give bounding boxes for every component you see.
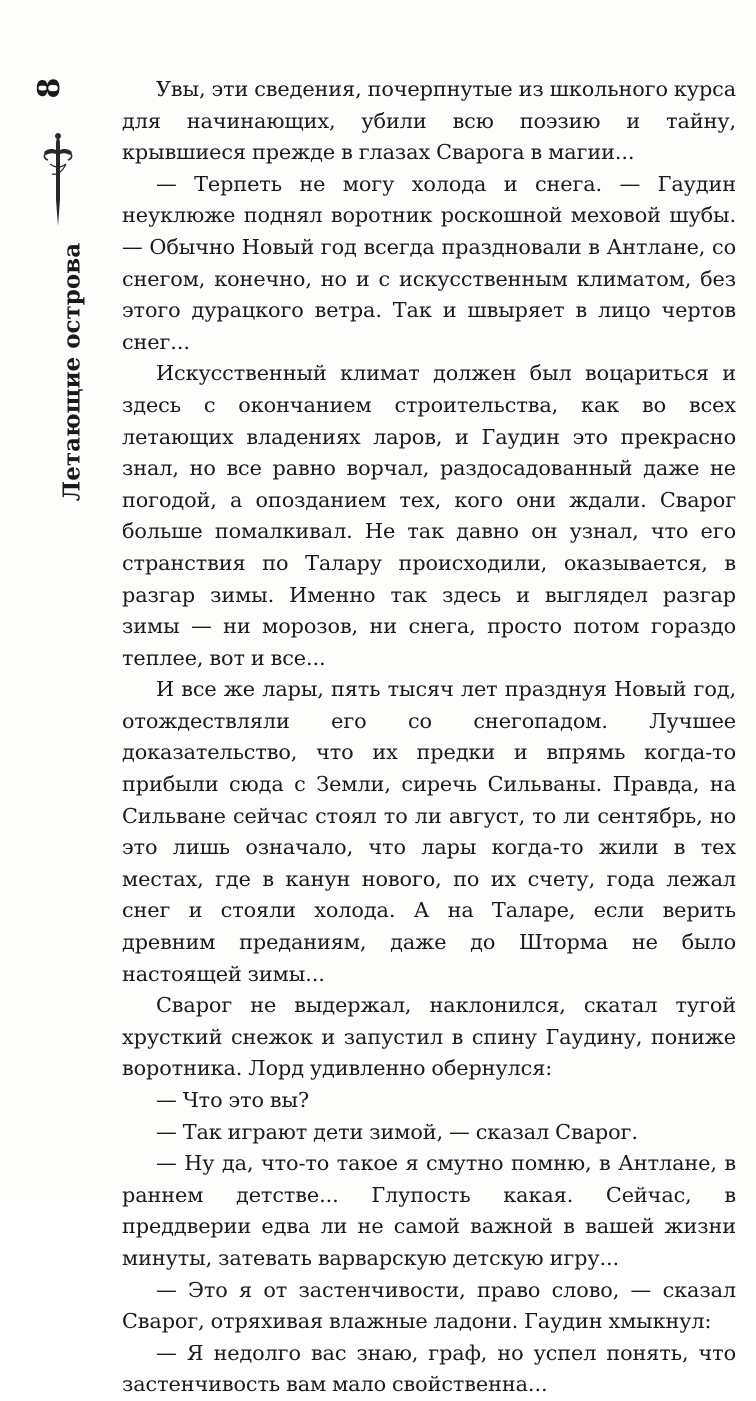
body-text bbox=[122, 74, 736, 1401]
paragraph: — Так играют дети зимой, — сказал Сварог. bbox=[156, 1119, 638, 1144]
paragraph: — Терпеть не могу холода и снега. — Гаудин неуклюже поднял воротник роскошной меховой шубы. — Обычно Новый год всегда праздновали в Антлане, со снегом, конечно, но и с искусственным климатом, без этого дурацкого ветра. Так и швыряет в лицо чертов снег... bbox=[122, 171, 736, 354]
sword-ornament-icon bbox=[40, 130, 76, 230]
paragraph: — Что это вы? bbox=[156, 1088, 310, 1112]
paragraph: — Это я от застенчивости, право слово, — сказал Сварог, отряхивая влажные ладони. Гаудин хмыкнул: bbox=[122, 1277, 736, 1334]
paragraph: Увы, эти сведения, почерпнутые из школьного курса для начинающих, убили всю поэзию и тайну, крывшиеся прежде в глазах Сварога в магии... bbox=[122, 77, 736, 165]
paragraph: И все же лары, пять тысяч лет празднуя Новый год, отождествляли его со снегопадом. Лучшее доказательство, что их предки и впрямь когда-то прибыли сюда с Земли, сиречь Сильваны. Правда, на Сильване сейчас стоял то ли август, то ли сентябрь, но это лишь означало, что лары когда-то жили в тех местах, где в канун нового, по их счету, года лежал снег и стояли холода. А на Таларе, если верить древним преданиям, даже до Шторма не было настоящей зимы... bbox=[122, 677, 736, 986]
page-number: 8 bbox=[32, 77, 67, 99]
paragraph: — Я недолго вас знаю, граф, но успел понять, что застенчивость вам мало свойственна... bbox=[122, 1340, 736, 1397]
running-header bbox=[0, 0, 100, 520]
book-title: Летающие острова bbox=[58, 242, 86, 502]
paragraph: Сварог не выдержал, наклонился, скатал тугой хрусткий снежок и запустил в спину Гаудину, пониже воротника. Лорд удивленно обернулся: bbox=[122, 993, 736, 1081]
paragraph: Искусственный климат должен был воцариться и здесь с окончанием строительства, как во всех летающих владениях ларов, и Гаудин это прекрасно знал, но все равно ворчал, раздосадованный даже не погодой, а опозданием тех, кого они ждали. Сварог больше помалкивал. Не так давно он узнал, что его странствия по Талару происходили, оказывается, в разгар зимы. Именно так здесь и выглядел разгар зимы — ни морозов, ни снега, просто потом гораздо теплее, вот и все... bbox=[122, 361, 736, 670]
paragraph: — Ну да, что-то такое я смутно помню, в Антлане, в раннем детстве... Глупость какая. Сейчас, в преддверии едва ли не самой важной в вашей жизни минуты, затевать варварскую детскую игру... bbox=[122, 1151, 736, 1270]
